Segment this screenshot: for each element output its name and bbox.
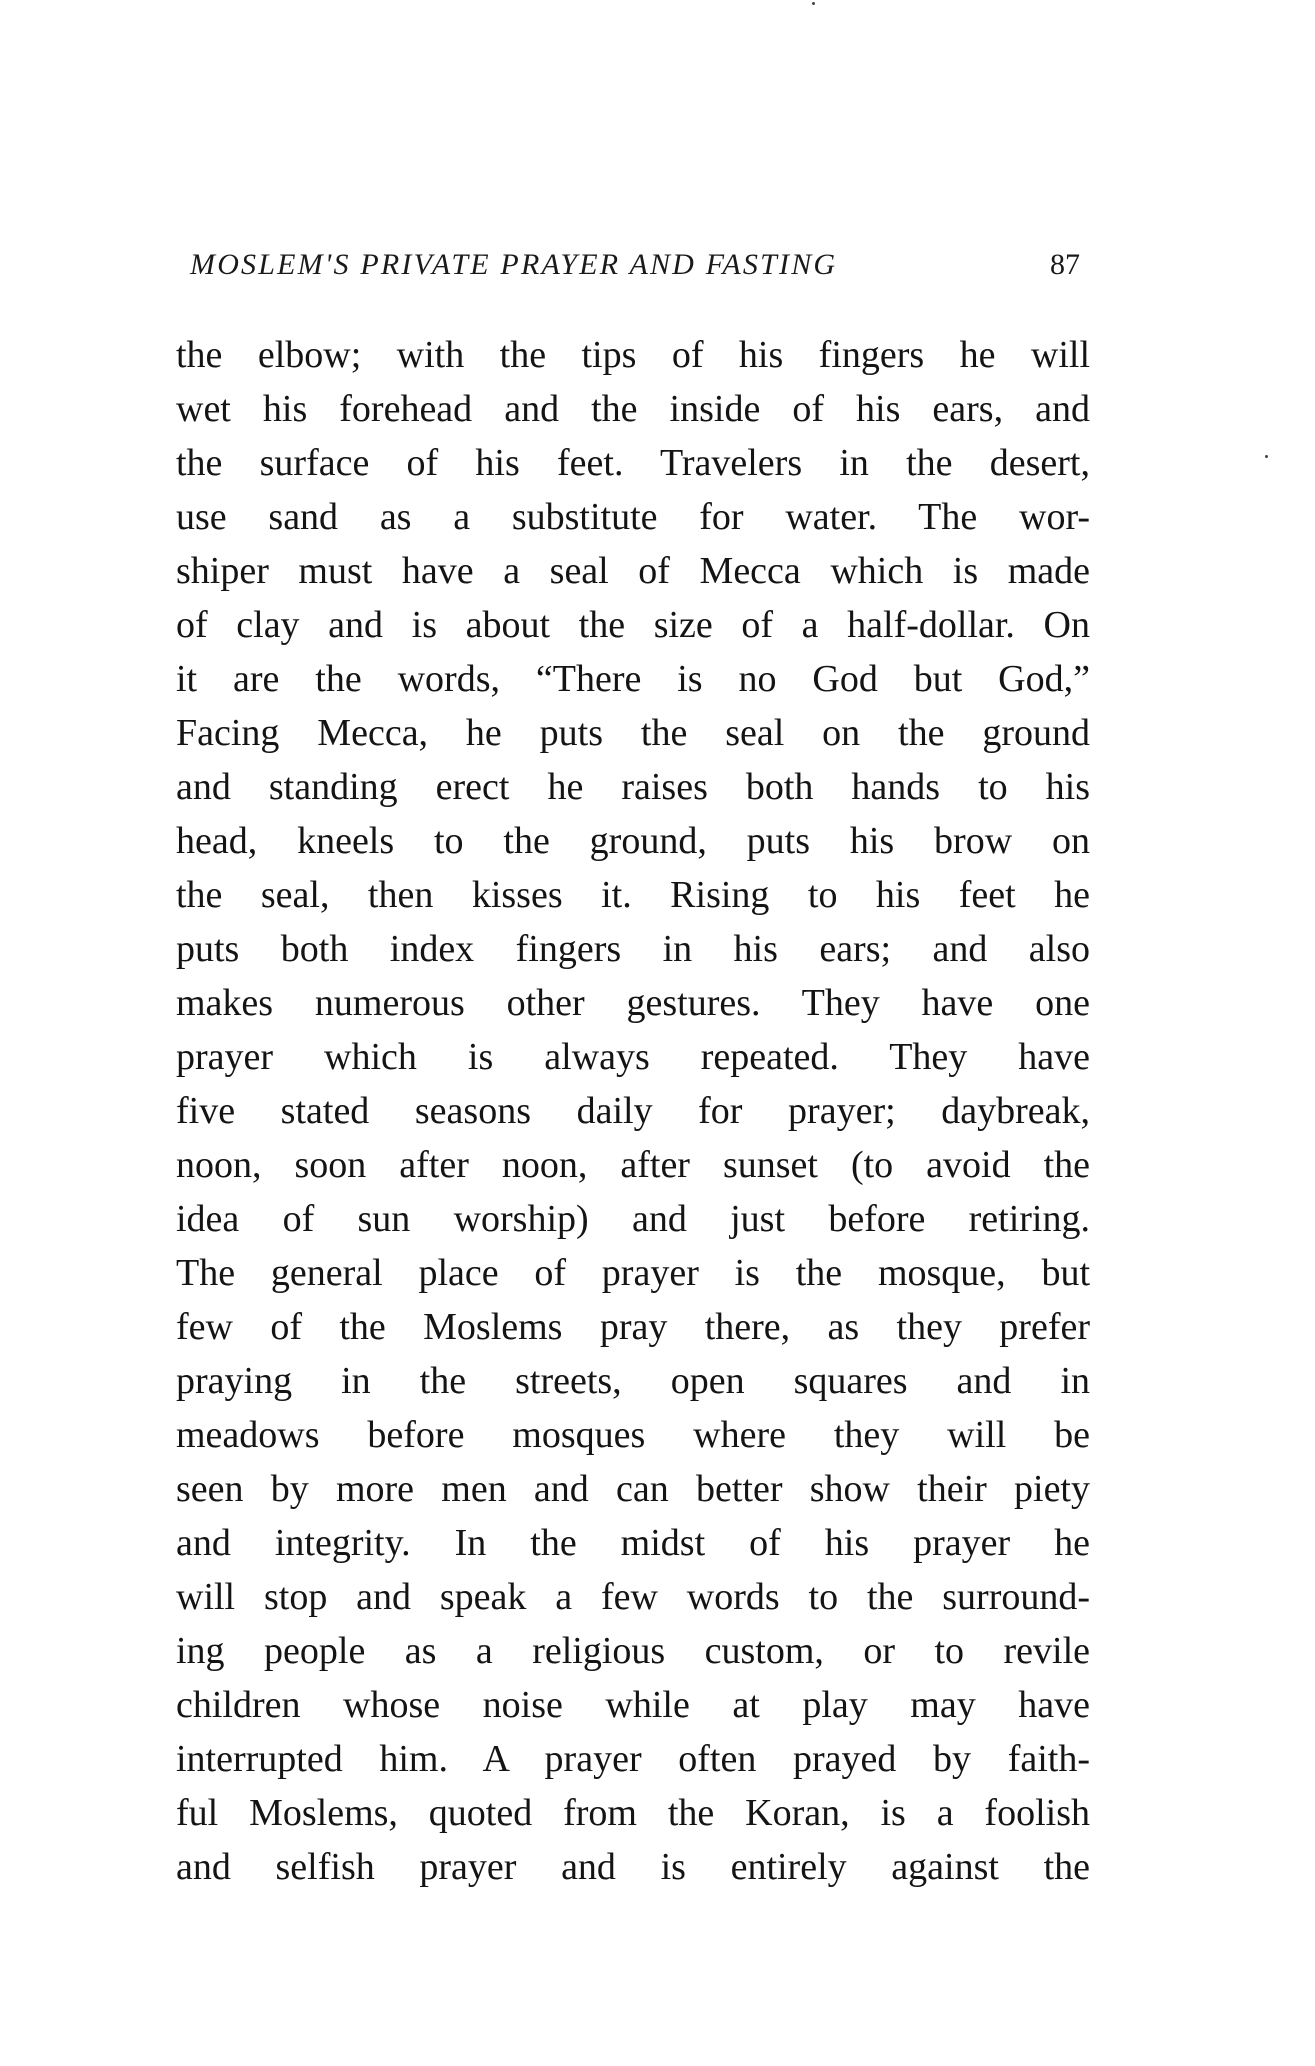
text-line: prayer which is always repeated. They have xyxy=(176,1036,1090,1078)
text-line: ing people as a religious custom, or to revile xyxy=(176,1630,1090,1672)
text-line: head, kneels to the ground, puts his brow on xyxy=(176,820,1090,862)
running-head xyxy=(190,248,1080,288)
text-line: and selfish prayer and is entirely against the xyxy=(176,1846,1090,1888)
text-line: use sand as a substitute for water. The wor- xyxy=(176,496,1090,538)
page-number: 87 xyxy=(1050,248,1080,281)
running-title: MOSLEM'S PRIVATE PRAYER AND FASTING xyxy=(190,248,838,281)
text-line: children whose noise while at play may have xyxy=(176,1684,1090,1726)
text-line: the seal, then kisses it. Rising to his feet he xyxy=(176,874,1090,916)
text-line: the surface of his feet. Travelers in the desert, xyxy=(176,442,1090,484)
text-line: five stated seasons daily for prayer; daybreak, xyxy=(176,1090,1090,1132)
text-line: seen by more men and can better show their piety xyxy=(176,1468,1090,1510)
text-line: makes numerous other gestures. They have one xyxy=(176,982,1090,1024)
text-line: idea of sun worship) and just before retiring. xyxy=(176,1198,1090,1240)
text-line: and integrity. In the midst of his prayer he xyxy=(176,1522,1090,1564)
text-line: puts both index fingers in his ears; and also xyxy=(176,928,1090,970)
text-line: and standing erect he raises both hands to his xyxy=(176,766,1090,808)
text-line: will stop and speak a few words to the surround- xyxy=(176,1576,1090,1618)
text-line: it are the words, “There is no God but God,” xyxy=(176,658,1090,700)
text-line: praying in the streets, open squares and in xyxy=(176,1360,1090,1402)
text-line: of clay and is about the size of a half-dollar. On xyxy=(176,604,1090,646)
scan-speck xyxy=(812,2,815,5)
text-line: The general place of prayer is the mosque, but xyxy=(176,1252,1090,1294)
text-line: few of the Moslems pray there, as they prefer xyxy=(176,1306,1090,1348)
text-line: the elbow; with the tips of his fingers he will xyxy=(176,334,1090,376)
text-line: ful Moslems, quoted from the Koran, is a foolish xyxy=(176,1792,1090,1834)
text-line: noon, soon after noon, after sunset (to avoid the xyxy=(176,1144,1090,1186)
body-text xyxy=(176,328,1090,1894)
text-line: shiper must have a seal of Mecca which is made xyxy=(176,550,1090,592)
scan-speck xyxy=(1265,455,1268,458)
text-line: wet his forehead and the inside of his ears, and xyxy=(176,388,1090,430)
text-line: Facing Mecca, he puts the seal on the ground xyxy=(176,712,1090,754)
text-line: interrupted him. A prayer often prayed by faith- xyxy=(176,1738,1090,1780)
text-line: meadows before mosques where they will be xyxy=(176,1414,1090,1456)
